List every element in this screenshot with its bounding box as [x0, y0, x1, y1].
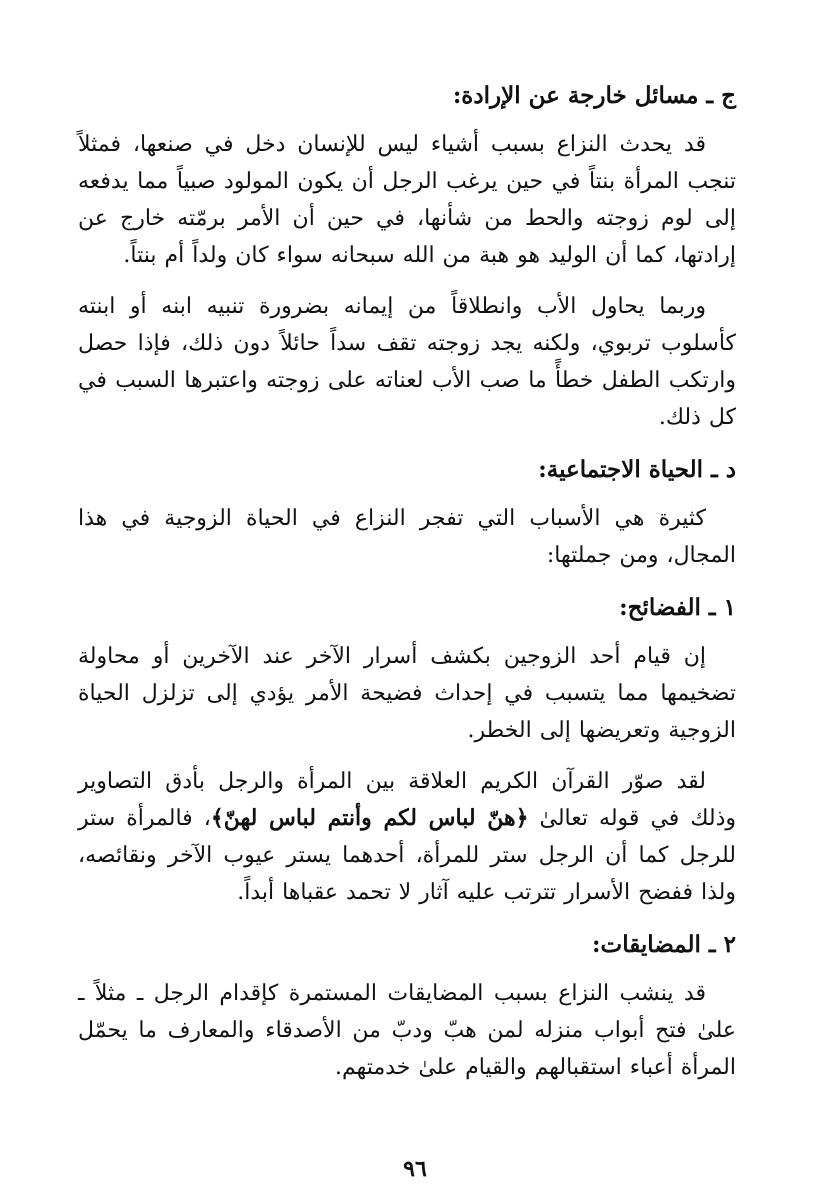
section-d-paragraph-1: كثيرة هي الأسباب التي تفجر النزاع في الحياة الزوجية في هذا المجال، ومن جملتها:: [78, 506, 736, 568]
item-2-heading: ٢ ـ المضايقات:: [592, 931, 736, 958]
section-c-paragraph-2: وربما يحاول الأب وانطلاقاً من إيمانه بضرورة تنبيه ابنه أو ابنته كأسلوب تربوي، ولكنه يجد زوجته تقف سداً حائلاً دون ذلك، فإذا حصل وارتكب الطفل خطأً ما صب الأب لعناته على زوجته واعتبرها السبب في كل ذلك.: [78, 294, 736, 430]
item-1-paragraph-1: إن قيام أحد الزوجين بكشف أسرار الآخر عند الآخرين أو محاولة تضخيمها مما يتسبب في إحداث فضيحة الأمر يؤدي إلى تزلزل الحياة الزوجية وتعريضها إلى الخطر.: [78, 644, 736, 743]
section-c-heading: ج ـ مسائل خارجة عن الإرادة:: [452, 82, 736, 109]
page-number: ٩٦: [403, 1156, 427, 1182]
item-1-paragraph-2: [78, 763, 736, 911]
item-1-heading: ١ ـ الفضائح:: [619, 594, 736, 621]
quran-quote: ﴿هنّ لباس لكم وأنتم لباس لهنّ﴾: [210, 805, 529, 831]
item-2-paragraph-1: قد ينشب النزاع بسبب المضايقات المستمرة كإقدام الرجل ـ مثلاً ـ علىٰ فتح أبواب منزله لمن هبّ ودبّ من الأصدقاء والمعارف ما يحمّل المرأة أعباء استقبالهم والقيام علىٰ خدمتهم.: [78, 981, 736, 1080]
section-c-paragraph-1: قد يحدث النزاع بسبب أشياء ليس للإنسان دخل في صنعها، فمثلاً تنجب المرأة بنتاً في حين يرغب الرجل أن يكون المولود صبياً مما يدفعه إلى لوم زوجته والحط من شأنها، في حين أن الأمر برمّته خارج عن إرادتها، كما أن الوليد هو هبة من الله سبحانه سواء كان ولداً أم بنتاً.: [78, 132, 736, 268]
section-d-heading: د ـ الحياة الاجتماعية:: [538, 456, 736, 483]
item-1-paragraph-2-start: لقد صوّر القرآن الكريم العلاقة بين المرأة والرجل بأدق التصاوير وذلك في قوله تعالىٰ: [78, 769, 737, 831]
item-1-paragraph-2-end: ، فالمرأة ستر للرجل كما أن الرجل ستر للمرأة، أحدهما يستر عيوب الآخر ونقائصه، ولذا ففضح الأسرار تترتب عليه آثار لا تحمد عقباها أبداً.: [78, 806, 736, 905]
page-body: [78, 66, 736, 1162]
